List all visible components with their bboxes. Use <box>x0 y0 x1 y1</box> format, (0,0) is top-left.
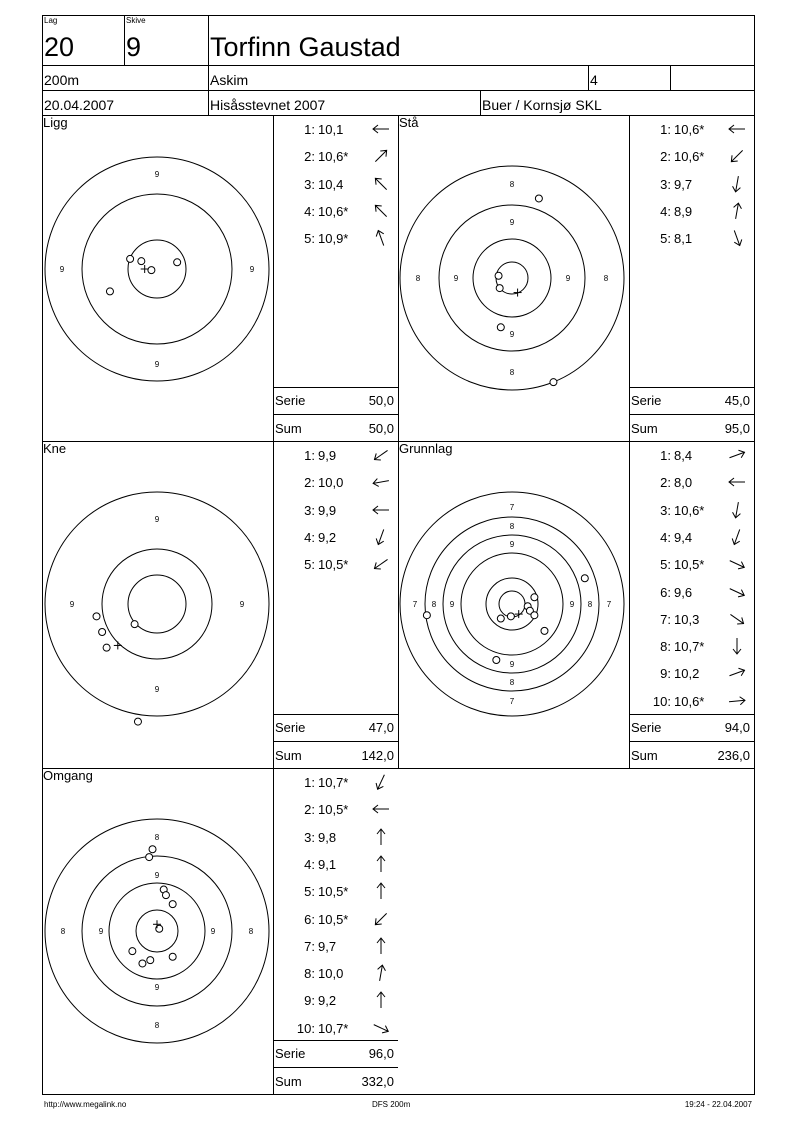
shot-hole <box>581 575 588 582</box>
shot-value: 10,5* <box>318 884 349 900</box>
direction-arrow-icon <box>371 772 391 792</box>
ring-label: 8 <box>509 368 515 377</box>
sum-label: Sum <box>275 421 302 436</box>
ring-label: 9 <box>98 927 104 936</box>
ring-label: 9 <box>154 983 160 992</box>
direction-arrow-icon <box>727 582 747 602</box>
shot-number: 4: <box>304 529 315 545</box>
shot-hole <box>99 629 106 636</box>
shot-value: 10,6* <box>674 149 705 165</box>
shot-hole <box>147 957 154 964</box>
sum-label: Sum <box>275 1074 302 1089</box>
ring-label: 9 <box>59 265 65 274</box>
ring-label: 8 <box>509 522 515 531</box>
direction-arrow-icon <box>371 500 391 520</box>
direction-arrow-icon <box>727 201 747 221</box>
shot-value: 10,5* <box>674 557 705 573</box>
serie-line <box>273 1040 398 1041</box>
shot-hole <box>550 379 557 386</box>
ring-label: 8 <box>60 927 66 936</box>
serie-line <box>629 714 754 715</box>
ring-label: 7 <box>606 600 612 609</box>
sum-label: Sum <box>631 421 658 436</box>
shot-hole <box>493 657 500 664</box>
date: 20.04.2007 <box>44 97 115 113</box>
shot-number: 1: <box>304 775 315 790</box>
shot-number: 4: <box>304 856 315 872</box>
footer-url: http://www.megalink.no <box>44 1100 127 1109</box>
shot-hole <box>169 901 176 908</box>
shot-value: 10,6* <box>674 122 705 137</box>
shot-value: 10,5* <box>318 802 349 818</box>
shot-hole <box>495 272 502 279</box>
direction-arrow-icon <box>727 146 747 166</box>
shot-value: 10,2 <box>674 666 700 682</box>
shot-hole <box>93 613 100 620</box>
shot-number: 2: <box>660 149 671 165</box>
shot-number: 3: <box>304 829 315 845</box>
target-ring <box>82 194 232 344</box>
ring-label: 9 <box>453 274 459 283</box>
direction-arrow-icon <box>371 119 391 139</box>
sum-line <box>273 414 398 415</box>
shot-number: 4: <box>660 203 671 219</box>
direction-arrow-icon <box>727 174 747 194</box>
shot-hole <box>162 892 169 899</box>
shot-hole <box>531 612 538 619</box>
direction-arrow-icon <box>371 909 391 929</box>
shot-hole <box>507 613 514 620</box>
shot-hole <box>139 960 146 967</box>
skive-label: Skive <box>126 16 146 25</box>
ring-label: 9 <box>154 871 160 880</box>
target-ring <box>443 535 581 673</box>
shot-value: 8,4 <box>674 448 693 463</box>
shot-hole <box>531 594 538 601</box>
target-ring <box>45 157 269 381</box>
direction-arrow-icon <box>727 472 747 492</box>
direction-arrow-icon <box>371 936 391 956</box>
ring-label: 9 <box>239 600 245 609</box>
direction-arrow-icon <box>371 1018 391 1038</box>
serie-value: 50,0 <box>368 393 394 408</box>
direction-arrow-icon <box>371 445 391 465</box>
shot-hole <box>146 854 153 861</box>
shot-hole <box>174 259 181 266</box>
direction-arrow-icon <box>727 228 747 248</box>
shot-number: 7: <box>304 938 315 954</box>
direction-arrow-icon <box>371 827 391 847</box>
shot-number: 7: <box>660 611 671 627</box>
shot-number: 3: <box>660 502 671 518</box>
shot-number: 5: <box>304 884 315 900</box>
sum-value: 50,0 <box>368 421 394 436</box>
shot-value: 9,2 <box>318 993 337 1009</box>
section-title: Grunnlag <box>399 441 453 456</box>
ring-label: 9 <box>569 600 575 609</box>
shot-value: 9,7 <box>318 938 337 954</box>
shot-hole <box>149 846 156 853</box>
ring-label: 8 <box>415 274 421 283</box>
footer-timestamp: 19:24 - 22.04.2007 <box>684 1100 752 1109</box>
shot-value: 9,4 <box>674 529 693 545</box>
direction-arrow-icon <box>727 119 747 139</box>
shot-number: 9: <box>304 993 315 1009</box>
shot-hole <box>535 195 542 202</box>
shot-value: 10,6* <box>318 203 349 219</box>
target-ring <box>400 166 624 390</box>
shot-number: 1: <box>304 448 315 463</box>
target-ring <box>461 553 563 655</box>
ring-label: 8 <box>431 600 437 609</box>
serie-line <box>273 714 398 715</box>
target-face <box>37 811 277 1051</box>
shot-number: 8: <box>304 966 315 982</box>
ring-label: 9 <box>210 927 216 936</box>
shot-value: 9,1 <box>318 856 337 872</box>
sum-value: 332,0 <box>361 1074 394 1089</box>
direction-arrow-icon <box>371 881 391 901</box>
shot-hole <box>134 718 141 725</box>
shot-number: 5: <box>304 231 315 247</box>
shot-number: 3: <box>660 176 671 192</box>
sum-value: 95,0 <box>724 421 750 436</box>
serie-label: Serie <box>631 720 662 735</box>
ring-label: 8 <box>248 927 254 936</box>
direction-arrow-icon <box>371 854 391 874</box>
shot-number: 2: <box>304 802 315 818</box>
event-name: Hisåsstevnet 2007 <box>210 97 326 113</box>
ring-label: 9 <box>509 218 515 227</box>
ring-label: 9 <box>449 600 455 609</box>
lag-label: Lag <box>44 16 58 25</box>
shot-hole <box>496 285 503 292</box>
shot-number: 1: <box>660 448 671 463</box>
shot-number: 1: <box>304 122 315 137</box>
ring-label: 9 <box>509 660 515 669</box>
ring-label: 9 <box>154 170 160 179</box>
shot-number: 5: <box>660 557 671 573</box>
shot-hole <box>127 255 134 262</box>
shot-value: 9,6 <box>674 584 693 600</box>
shot-value: 10,7* <box>674 639 705 655</box>
direction-arrow-icon <box>371 527 391 547</box>
shot-value: 10,3 <box>674 611 700 627</box>
shot-value: 9,8 <box>318 829 337 845</box>
serie-label: Serie <box>275 393 306 408</box>
shot-value: 9,7 <box>674 176 693 192</box>
shot-number: 8: <box>660 639 671 655</box>
shot-hole <box>138 258 145 265</box>
sum-value: 142,0 <box>361 748 394 763</box>
target-face <box>37 149 277 389</box>
distance: 200m <box>44 72 80 88</box>
shot-hole <box>106 288 113 295</box>
shot-value: 10,5* <box>318 557 349 573</box>
target-ring <box>128 240 186 298</box>
direction-arrow-icon <box>727 609 747 629</box>
section-title: Omgang <box>43 768 93 783</box>
ring-label: 9 <box>509 540 515 549</box>
ring-label: 9 <box>69 600 75 609</box>
shot-number: 6: <box>304 911 315 927</box>
ring-label: 8 <box>587 600 593 609</box>
shot-value: 10,0 <box>318 966 344 982</box>
shot-number: 3: <box>304 176 315 192</box>
ring-label: 9 <box>565 274 571 283</box>
sum-label: Sum <box>631 748 658 763</box>
shot-value: 10,4 <box>318 176 344 192</box>
direction-arrow-icon <box>727 445 747 465</box>
shot-value: 9,9 <box>318 502 337 518</box>
shot-number: 9: <box>660 666 671 682</box>
skive-value: 9 <box>126 32 142 62</box>
shot-hole <box>497 324 504 331</box>
direction-arrow-icon <box>371 554 391 574</box>
shot-value: 10,6* <box>318 149 349 165</box>
direction-arrow-icon <box>727 527 747 547</box>
target-ring <box>473 239 551 317</box>
direction-arrow-icon <box>371 799 391 819</box>
ring-label: 8 <box>509 678 515 687</box>
shot-number: 3: <box>304 502 315 518</box>
shot-number: 2: <box>304 475 315 491</box>
shot-number: 5: <box>304 557 315 573</box>
direction-arrow-icon <box>371 228 391 248</box>
ring-label: 9 <box>154 685 160 694</box>
ring-label: 9 <box>154 360 160 369</box>
target-face <box>392 484 632 724</box>
sum-line <box>629 414 754 415</box>
target-ring <box>102 549 212 659</box>
shot-value: 8,9 <box>674 203 693 219</box>
club: Askim <box>210 72 249 88</box>
shot-number: 2: <box>304 149 315 165</box>
shot-value: 8,1 <box>674 231 693 247</box>
shot-number: 1: <box>660 122 671 137</box>
section-title: Ligg <box>43 115 68 130</box>
serie-value: 96,0 <box>368 1046 394 1061</box>
shot-hole <box>103 644 110 651</box>
serie-label: Serie <box>275 1046 306 1061</box>
shot-number: 10: <box>652 693 671 709</box>
ring-label: 9 <box>509 330 515 339</box>
shot-number: 4: <box>304 203 315 219</box>
serie-label: Serie <box>631 393 662 408</box>
target-ring <box>45 492 269 716</box>
shot-hole <box>497 615 504 622</box>
shooter-class: 4 <box>590 72 598 88</box>
serie-value: 94,0 <box>724 720 750 735</box>
direction-arrow-icon <box>727 554 747 574</box>
serie-value: 47,0 <box>368 720 394 735</box>
serie-value: 45,0 <box>724 393 750 408</box>
ring-label: 8 <box>154 833 160 842</box>
direction-arrow-icon <box>371 472 391 492</box>
shot-value: 10,6* <box>674 502 705 518</box>
ring-label: 8 <box>603 274 609 283</box>
shot-number: 6: <box>660 584 671 600</box>
serie-line <box>273 387 398 388</box>
direction-arrow-icon <box>727 663 747 683</box>
target-face <box>392 158 632 398</box>
shot-value: 10,9* <box>318 231 349 247</box>
ring-label: 7 <box>509 503 515 512</box>
shot-hole <box>541 627 548 634</box>
serie-line <box>629 387 754 388</box>
section-title: Kne <box>43 441 67 456</box>
direction-arrow-icon <box>371 963 391 983</box>
shot-number: 10: <box>296 1020 315 1036</box>
direction-arrow-icon <box>371 174 391 194</box>
shot-value: 10,1 <box>318 122 344 137</box>
shot-value: 9,9 <box>318 448 337 463</box>
direction-arrow-icon <box>371 146 391 166</box>
shot-hole <box>129 948 136 955</box>
serie-label: Serie <box>275 720 306 735</box>
target-face <box>37 484 277 724</box>
sum-line <box>629 741 754 742</box>
ring-label: 7 <box>412 600 418 609</box>
shot-hole <box>169 953 176 960</box>
ring-label: 9 <box>154 515 160 524</box>
direction-arrow-icon <box>727 691 747 711</box>
shot-hole <box>131 621 138 628</box>
direction-arrow-icon <box>727 636 747 656</box>
shot-value: 10,7* <box>318 1020 349 1036</box>
sum-line <box>273 1067 398 1068</box>
shot-number: 2: <box>660 475 671 491</box>
lag-value: 20 <box>44 32 75 62</box>
shot-value: 9,2 <box>318 529 337 545</box>
shooter-name: Torfinn Gaustad <box>210 32 401 62</box>
ring-label: 7 <box>509 697 515 706</box>
ring-label: 8 <box>154 1021 160 1030</box>
direction-arrow-icon <box>371 201 391 221</box>
shot-value: 10,5* <box>318 911 349 927</box>
ring-label: 9 <box>249 265 255 274</box>
direction-arrow-icon <box>727 500 747 520</box>
sum-line <box>273 741 398 742</box>
shot-hole <box>423 612 430 619</box>
shot-number: 5: <box>660 231 671 247</box>
shot-value: 10,0 <box>318 475 344 491</box>
shot-hole <box>148 267 155 274</box>
location: Buer / Kornsjø SKL <box>482 97 602 113</box>
sum-value: 236,0 <box>717 748 750 763</box>
section-title: Stå <box>399 115 419 130</box>
direction-arrow-icon <box>371 990 391 1010</box>
shot-value: 10,6* <box>674 693 705 709</box>
shot-number: 4: <box>660 529 671 545</box>
sum-label: Sum <box>275 748 302 763</box>
shot-value: 10,7* <box>318 775 349 790</box>
footer-program: DFS 200m <box>372 1100 411 1109</box>
shot-value: 8,0 <box>674 475 693 491</box>
ring-label: 8 <box>509 180 515 189</box>
